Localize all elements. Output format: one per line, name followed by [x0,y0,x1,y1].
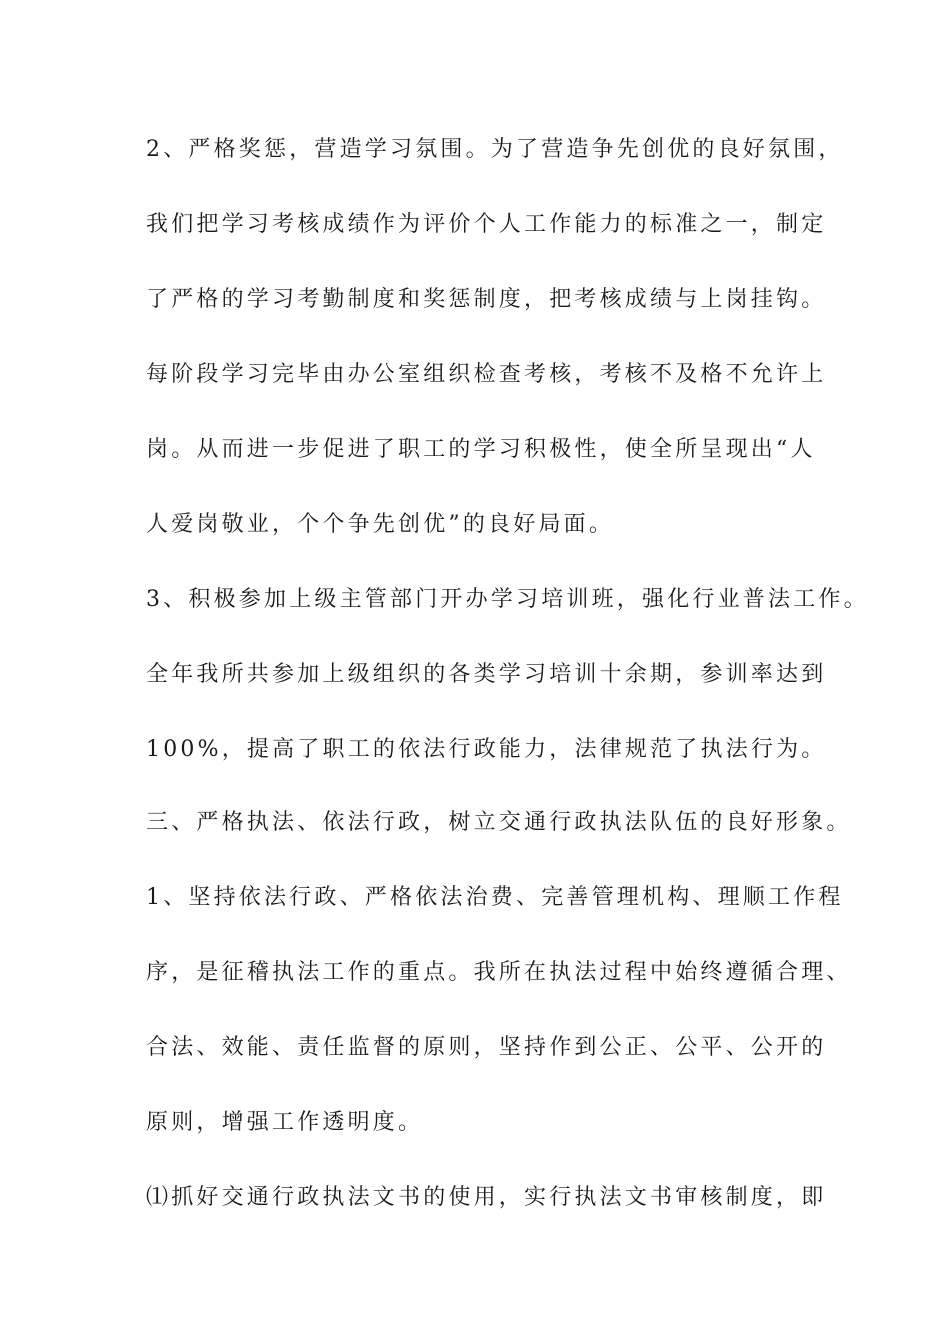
text-line: 我们把学习考核成绩作为评价个人工作能力的标准之一，制定 [146,212,827,237]
text-line: 100%，提高了职工的依法行政能力，法律规范了执法行为。 [146,737,827,762]
text-line: 岗。从而进一步促进了职工的学习积极性，使全所呈现出“人 [146,437,816,462]
text-line: 序，是征稽执法工作的重点。我所在执法过程中始终遵循合理、 [146,960,852,985]
text-line: 合法、效能、责任监督的原则，坚持作到公正、公平、公开的 [146,1035,827,1060]
text-line: 3、积极参加上级主管部门开办学习培训班，强化行业普法工作。 [146,587,869,612]
text-line: 1、坚持依法行政、严格依法治费、完善管理机构、理顺工作程 [146,885,844,910]
text-line: 三、严格执法、依法行政，树立交通行政执法队伍的良好形象。 [146,810,852,835]
text-line: 人爱岗敬业，个个争先创优”的良好局面。 [146,512,615,537]
text-line: 了严格的学习考勤制度和奖惩制度，把考核成绩与上岗挂钩。 [146,287,827,312]
text-line: 原则，增强工作透明度。 [146,1110,424,1135]
text-line: 2、严格奖惩，营造学习氛围。为了营造争先创优的良好氛围， [146,137,844,162]
text-line: ⑴抓好交通行政执法文书的使用，实行执法文书审核制度，即 [146,1185,827,1210]
text-line: 每阶段学习完毕由办公室组织检查考核，考核不及格不允许上 [146,362,827,387]
text-line: 全年我所共参加上级组织的各类学习培训十余期，参训率达到 [146,662,827,687]
